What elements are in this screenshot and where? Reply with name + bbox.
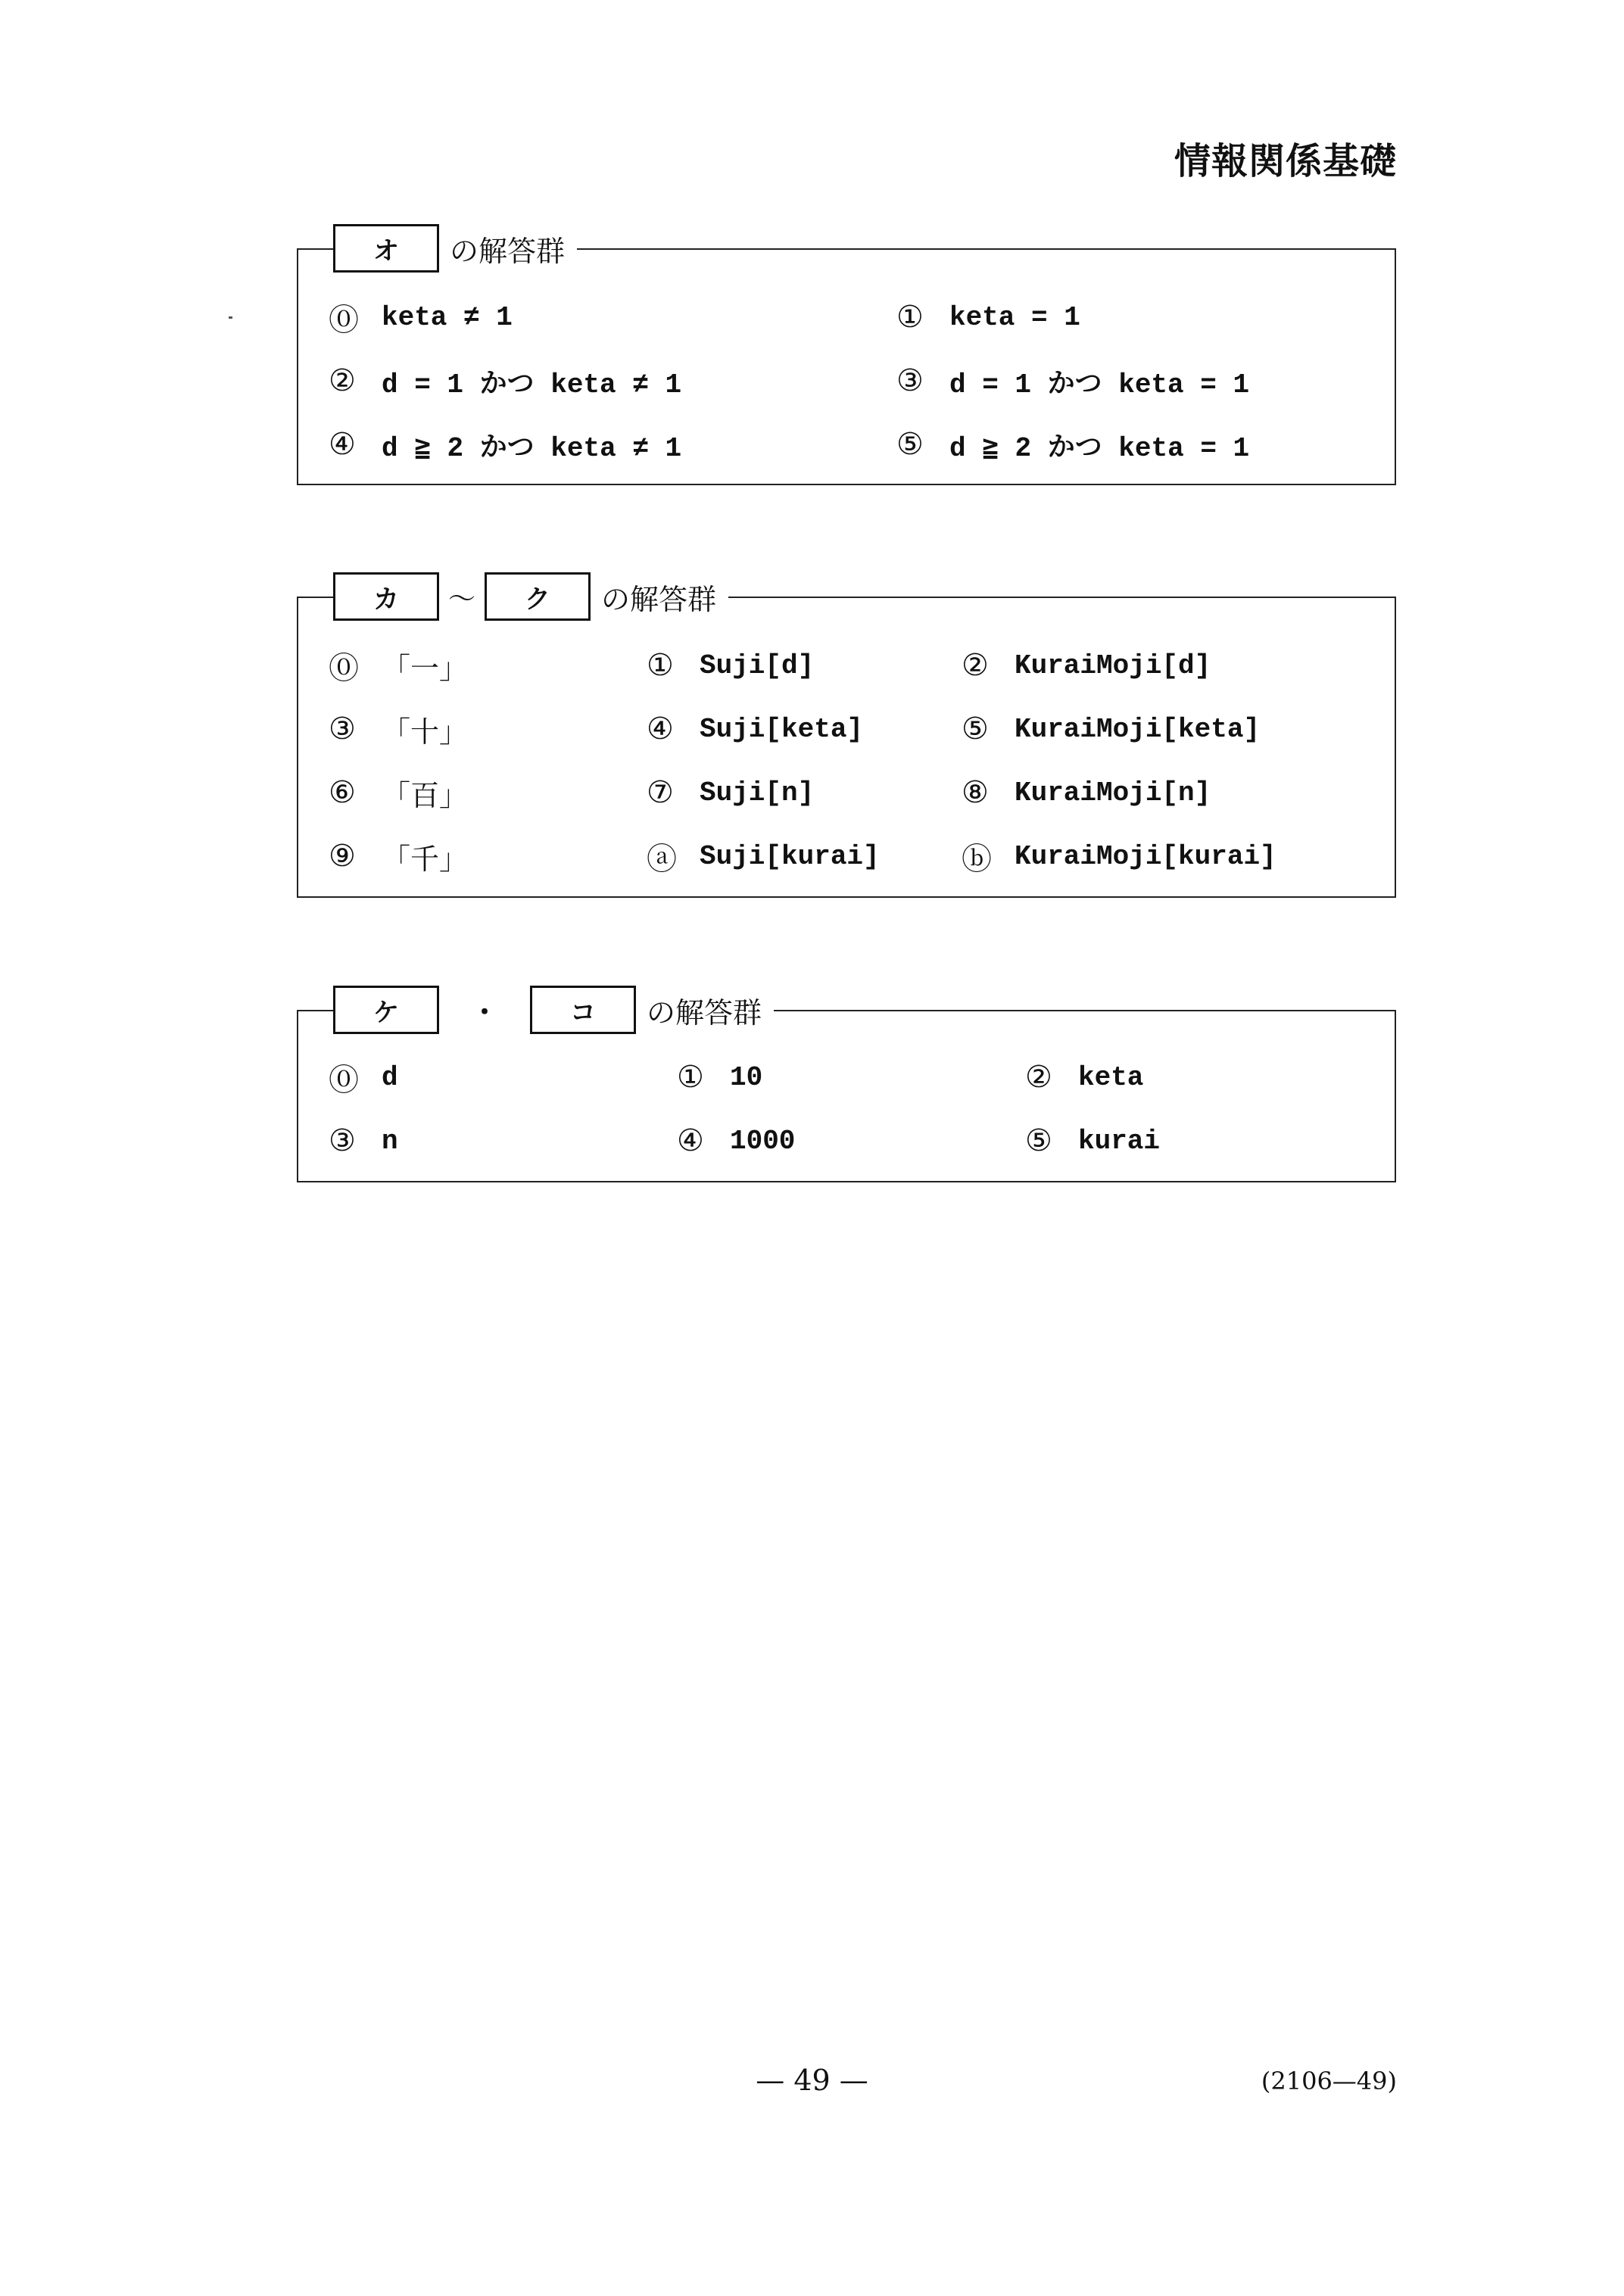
option-text: 「十」 [382,715,469,749]
option[interactable] [647,646,814,684]
option-number: ⑦ [647,775,674,810]
option-text: n [382,1125,398,1157]
option-number: ⑤ [962,712,989,746]
option-text: KuraiMoji[n] [1015,777,1211,808]
option-text: 「千」 [382,842,469,876]
blank-box: カ [333,572,439,621]
option[interactable] [647,837,880,875]
option[interactable] [896,362,1249,400]
option-number: ③ [329,712,356,746]
option-number: ⑤ [896,427,924,462]
option-number: ④ [329,427,356,462]
option-text: 「一」 [382,651,469,685]
option-number: ⑤ [1025,1123,1052,1158]
option-number: ③ [329,1123,356,1158]
option[interactable] [896,425,1249,463]
group-legend [333,223,577,274]
option-number: ② [962,648,989,683]
option-row [298,425,1395,463]
option-number: ⑥ [329,775,356,810]
option-number: ④ [647,712,674,746]
option-number: ⑧ [962,775,989,810]
option-text: keta = 1 [949,301,1080,333]
option-text: 1000 [730,1125,796,1157]
option-number: ⓪ [329,1062,359,1098]
separator-dot: ・ [471,996,499,1028]
option[interactable] [1025,1058,1143,1096]
subject-title: 情報関係基礎 [1174,140,1397,182]
option-text: d ≧ 2 かつ keta = 1 [949,432,1250,464]
blank-box: コ [530,986,636,1034]
option[interactable] [329,298,513,336]
option-number: ④ [677,1123,704,1158]
option[interactable] [647,774,814,812]
option-number: ② [1025,1060,1052,1095]
option-number: ⓑ [962,841,992,877]
option[interactable] [329,646,468,684]
option-row [298,710,1395,748]
option-text: KuraiMoji[kurai] [1015,840,1276,872]
option-row [298,362,1395,400]
group-legend [333,571,728,622]
option-row [298,646,1395,684]
option-number: ① [677,1060,704,1095]
option-number: ② [329,363,356,398]
option-text: 10 [730,1061,763,1093]
option-number: ⑨ [329,839,356,874]
answer-group-ke-ko [297,995,1396,1182]
option-text: d ≧ 2 かつ keta ≠ 1 [382,432,682,464]
option[interactable] [962,837,1276,875]
option-number: ① [896,300,924,335]
option[interactable] [329,1122,398,1160]
option-text: keta [1078,1061,1144,1093]
range-separator: 〜 [448,583,476,615]
option-text: d [382,1061,398,1093]
blank-box: オ [333,224,439,273]
answer-group-ka-ku [297,582,1396,898]
option-number: ① [647,648,674,683]
option[interactable] [962,710,1260,748]
option-text: kurai [1078,1125,1161,1157]
option-text: Suji[kurai] [700,840,880,872]
option-text: KuraiMoji[keta] [1015,713,1261,745]
answer-group-o [297,234,1396,485]
option-text: Suji[n] [700,777,815,808]
blank-box: ク [485,572,591,621]
option-number: ⓪ [329,302,359,338]
option-text: Suji[d] [700,650,815,681]
option[interactable] [647,710,863,748]
option-row [298,774,1395,812]
group-legend [333,984,774,1036]
option-row [298,837,1395,875]
option-text: d = 1 かつ keta = 1 [949,369,1250,400]
option-row [298,1058,1395,1096]
option-text: keta ≠ 1 [382,301,513,333]
option-text: 「百」 [382,778,469,812]
option[interactable] [1025,1122,1160,1160]
option-text: KuraiMoji[d] [1015,650,1211,681]
option[interactable] [329,362,681,400]
option-row [298,298,1395,336]
option-number: ⓐ [647,841,677,877]
group-label: の解答群 [647,995,762,1030]
page-code: (2106—49) [1261,2067,1397,2095]
option[interactable] [329,1058,398,1096]
option[interactable] [329,774,468,812]
blank-box: ケ [333,986,439,1034]
option[interactable] [329,710,468,748]
option-number: ⓪ [329,650,359,686]
option[interactable] [677,1122,795,1160]
group-label: の解答群 [601,582,717,616]
option[interactable] [329,837,468,875]
option-row [298,1122,1395,1160]
option[interactable] [677,1058,762,1096]
page-number: — 49 — [756,2064,868,2097]
stray-mark [229,316,232,319]
option[interactable] [962,646,1211,684]
option[interactable] [329,425,681,463]
option[interactable] [896,298,1080,336]
option[interactable] [962,774,1211,812]
option-text: Suji[keta] [700,713,864,745]
option-text: d = 1 かつ keta ≠ 1 [382,369,682,400]
option-number: ③ [896,363,924,398]
group-label: の解答群 [450,234,566,268]
